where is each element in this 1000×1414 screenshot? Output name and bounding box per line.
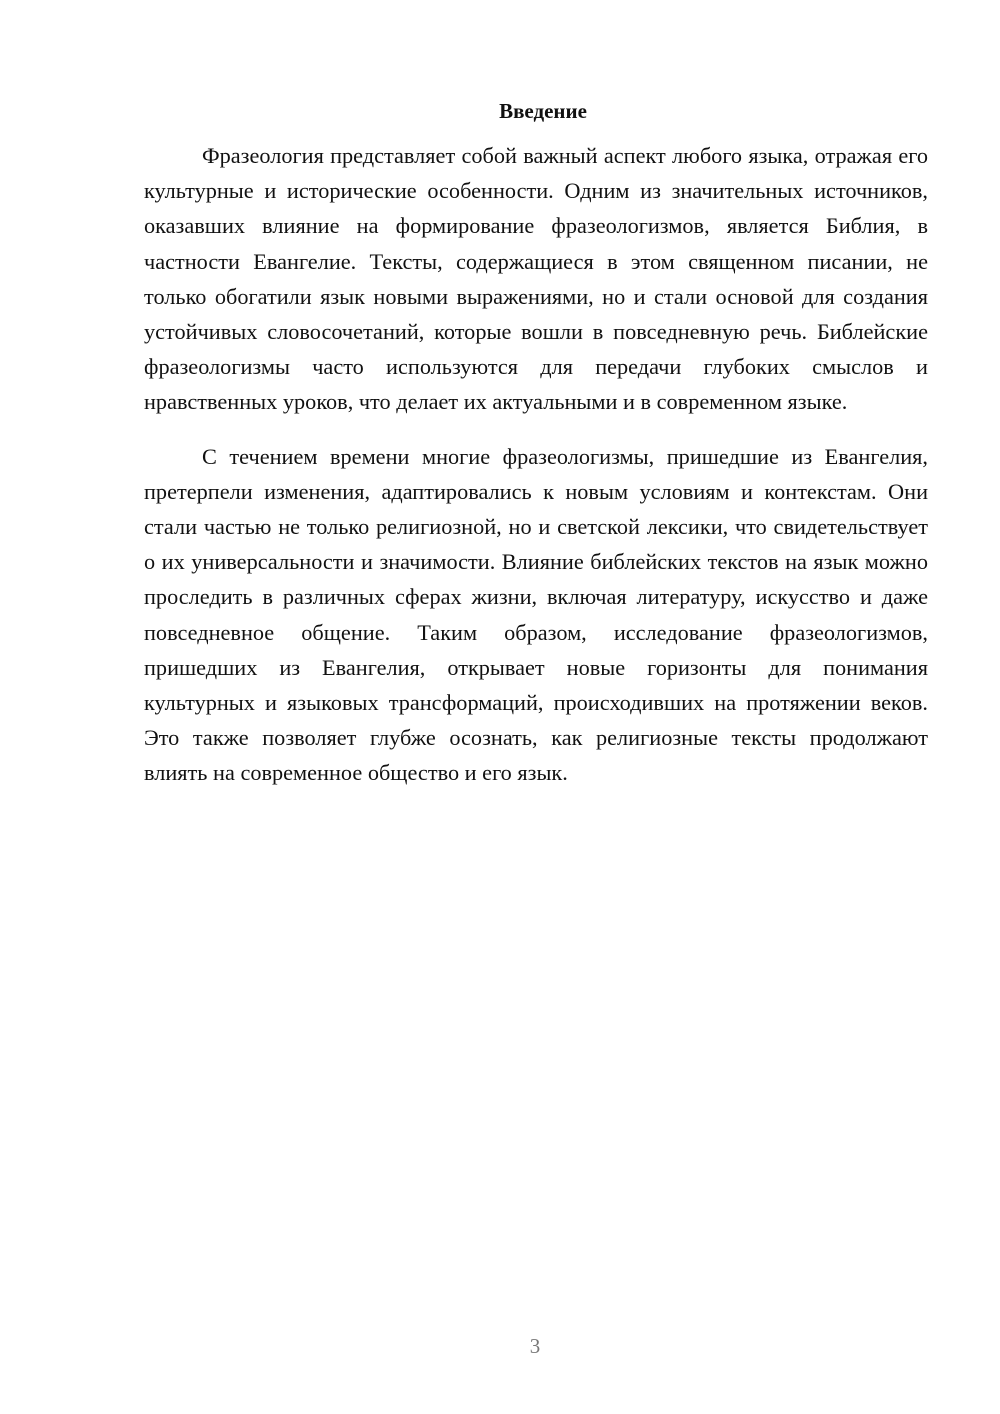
page-content <box>144 96 928 791</box>
paragraph-1: Фразеология представляет собой важный аспект любого языка, отражая его культурные и исторические особенности. Одним из значительных источников, оказавших влияние на формирование фразеологизмов, является Библия, в частности Евангелие. Тексты, содержащиеся в этом священном писании, не только обогатили язык новыми выражениями, но и стали основой для создания устойчивых словосочетаний, которые вошли в повседневную речь. Библейские фразеологизмы часто используются для передачи глубоких смыслов и нравственных уроков, что делает их актуальными и в современном языке. <box>144 143 928 415</box>
page-number: 3 <box>529 1334 541 1358</box>
section-title: Введение <box>499 99 587 123</box>
paragraph-2: С течением времени многие фразеологизмы, пришедшие из Евангелия, претерпели изменения, адаптировались к новым условиям и контекстам. Они стали частью не только религиозной, но и светской лексики, что свидетельствует о их универсальности и значимости. Влияние библейских текстов на язык можно проследить в различных сферах жизни, включая литературу, искусство и даже повседневное общение. Таким образом, исследование фразеологизмов, пришедших из Евангелия, открывает новые горизонты для понимания культурных и языковых трансформаций, происходивших на протяжении веков. Это также позволяет глубже осознать, как религиозные тексты продолжают влиять на современное общество и его язык. <box>144 443 928 786</box>
